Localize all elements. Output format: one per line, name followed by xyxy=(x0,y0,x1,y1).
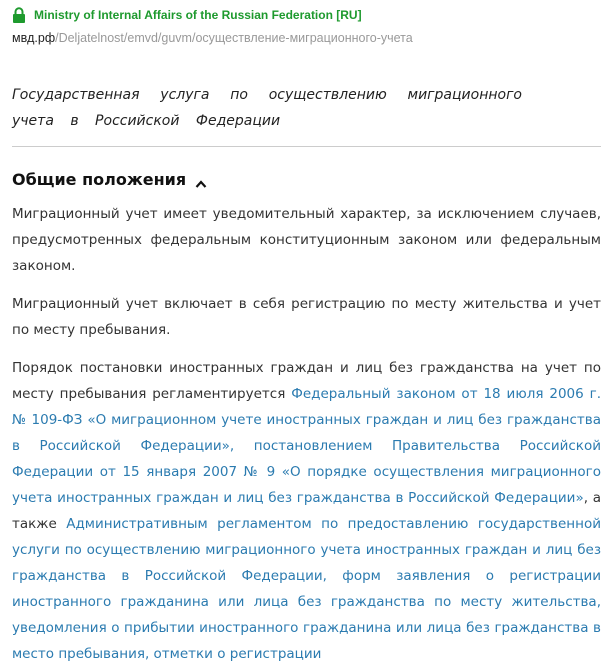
site-identity-label: Ministry of Internal Affairs of the Russian Federation [RU] xyxy=(34,8,362,22)
paragraph-notification-nature: Миграционный учет имеет уведомительный характер, за исключением случаев, предусмотренных федеральным конституционным законом или федеральным законом. xyxy=(12,206,601,274)
url-domain: мвд.рф xyxy=(12,31,56,45)
section-title: Общие положения xyxy=(12,169,187,189)
paragraph-text: , а также xyxy=(12,490,601,532)
paragraph-text: Порядок постановки иностранных граждан и лиц без гражданства на учет по месту пребывания регламентируется xyxy=(12,360,601,402)
federal-law-link[interactable]: Федеральный законом от 18 июля 2006 г. № 109-ФЗ «О миграционном учете иностранных граждан и лиц без гражданства в Российской Федерации», постановлением Правительства Российской Федерации от 15 января 2007 № 9 «О порядке осуществления миграционного учета иностранных граждан и лиц без гражданства в Российской Федерации» xyxy=(12,386,601,506)
section-content xyxy=(12,201,601,667)
paragraph-legal-basis xyxy=(12,355,601,667)
lock-icon xyxy=(12,7,26,23)
chevron-up-icon[interactable] xyxy=(195,174,207,184)
url-path: /Deljatelnost/emvd/guvm/осуществление-миграционного-учета xyxy=(55,31,413,45)
section-toggle-general-provisions[interactable] xyxy=(12,167,601,191)
url-field[interactable] xyxy=(12,31,613,45)
administrative-regulation-link[interactable]: Административным регламентом по предоставлению государственной услуги по осуществлению миграционного учета иностранных граждан и лиц без гражданства в Российской Федерации, форм заявления о регистрации иностранного гражданина или лица без гражданства по месту жительства, уведомления о прибытии иностранного гражданина или лица без гражданства в место пребывания, отметки о регистрации xyxy=(12,516,601,662)
divider xyxy=(12,146,601,147)
paragraph-registration-scope: Миграционный учет включает в себя регистрацию по месту жительства и учет по месту пребывания. xyxy=(12,296,601,338)
service-title: Государственная услуга по осуществлению миграционного учета в Российской Федерации xyxy=(12,87,522,129)
security-indicator[interactable] xyxy=(12,4,613,26)
browser-address-bar[interactable] xyxy=(0,0,613,60)
